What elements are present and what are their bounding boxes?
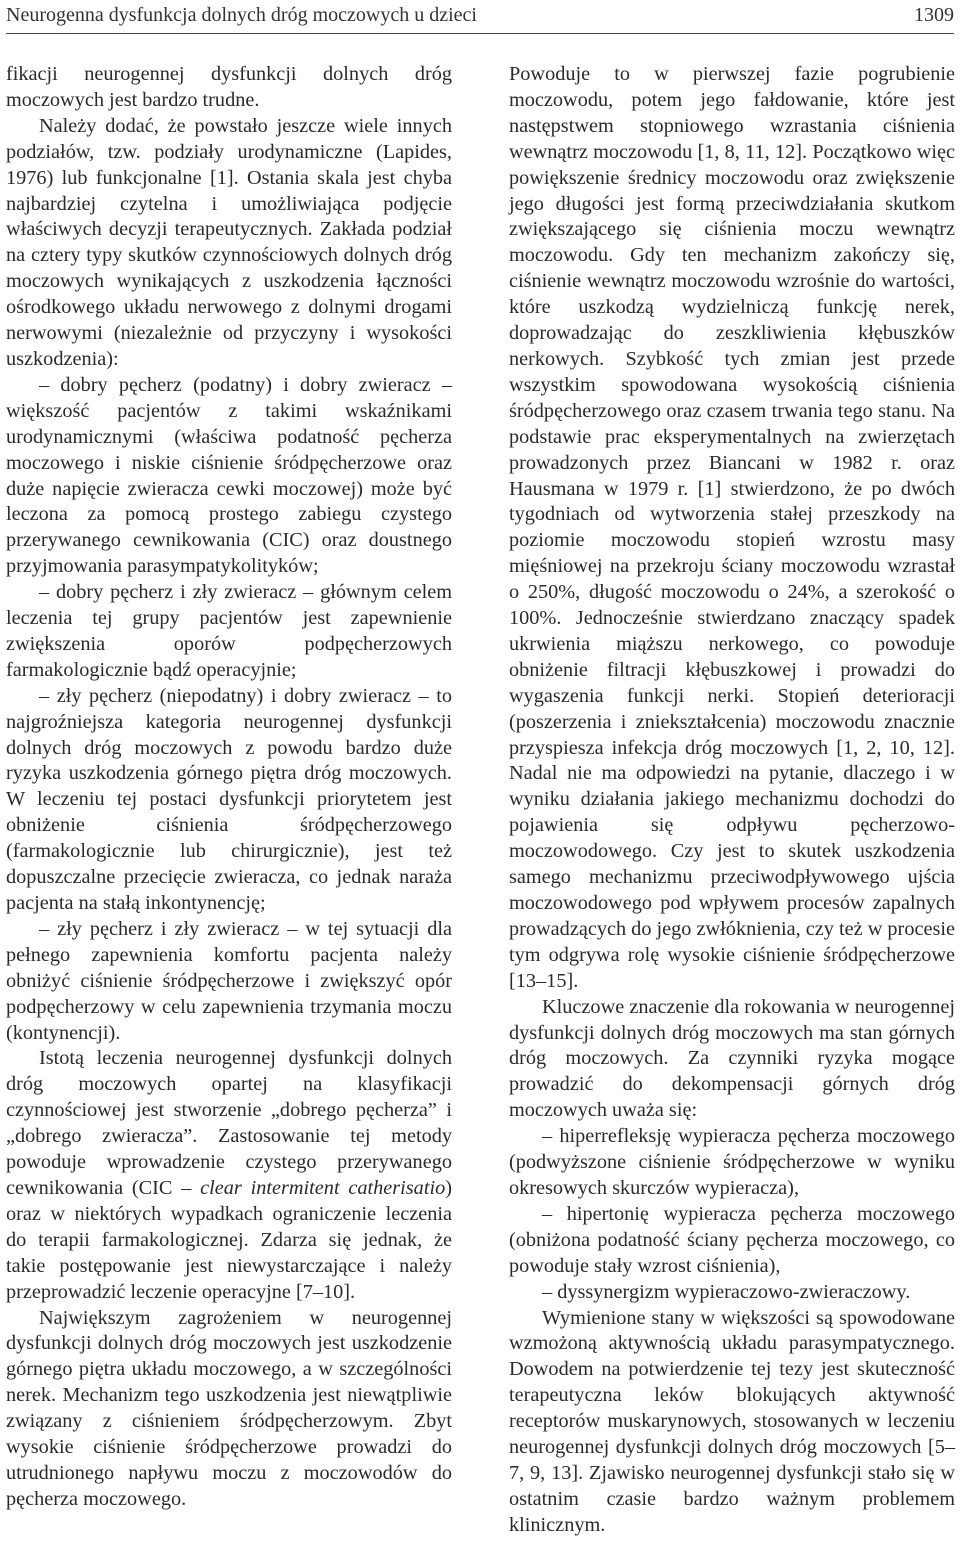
italic-term: clear intermitent catherisatio <box>200 1176 446 1199</box>
paragraph: Kluczowe znaczenie dla rokowania w neurogennej dysfunkcji dolnych dróg moczowych ma stan górnych dróg moczowych. Za czynniki ryzyka mogące prowadzić do dekompensacji górnych dróg moczowych uważa się: <box>509 995 955 1122</box>
list-item: – dobry pęcherz i zły zwieracz – głównym celem leczenia tej grupy pacjentów jest zapewnienie zwiększenia oporów podpęcherzowych farmakologicznie bądź operacyjnie; <box>6 581 452 681</box>
paragraph-text: ) oraz w niektórych wypadkach ograniczenie leczenia do terapii farmakologicznej. Zdarza się jednak, że takie postępowanie jest niewystarczające i należy przeprowadzić leczenie operacyjne [7–10]. <box>6 1176 453 1303</box>
right-column <box>509 62 955 1539</box>
list-item: – zły pęcherz i zły zwieracz – w tej sytuacji dla pełnego zapewnienia komfortu pacjenta należy obniżyć ciśnienie śródpęcherzowe i zwiększyć opór podpęcherzowy w celu zapewnienia trzymania moczu (kontynencji). <box>6 917 452 1044</box>
running-title: Neurogenna dysfunkcja dolnych dróg moczowych u dzieci <box>6 3 477 26</box>
page-number: 1309 <box>914 3 954 26</box>
page-header <box>6 0 954 30</box>
paragraph: Wymienione stany w większości są spowodowane wzmożoną aktywnością układu parasympatycznego. Dowodem na potwierdzenie tej tezy jest skuteczność terapeutyczna leków blokujących aktywność receptorów muskarynowych, stosowanych w leczeniu neurogennej dysfunkcji dolnych dróg moczowych [5–7, 9, 13]. Zjawisko neurogennej dysfunkcji stało się w ostatnim czasie bardzo ważnym problemem klinicznym. <box>509 1306 955 1536</box>
header-divider <box>6 33 954 34</box>
paragraph-text: Istotą leczenia neurogennej dysfunkcji dolnych dróg moczowych opartej na klasyfikacji czynnościowej jest stworzenie „dobrego pęcherza” i „dobrego zwieracza”. Zastosowanie tej metody powoduje wprowadzenie czystego przerywanego cewnikowania (CIC – <box>6 1047 452 1199</box>
paragraph: Należy dodać, że powstało jeszcze wiele innych podziałów, tzw. podziały urodynamiczne (Lapides, 1976) lub funkcjonalne [1]. Ostania skala jest chyba najbardziej czytelna i umożliwiająca podjęcie właściwych decyzji terapeutycznych. Zakłada podział na cztery typy skutków czynnościowych dolnych dróg moczowych wynikających z uszkodzenia łączności ośrodkowego układu nerwowego z dolnymi drogami nerwowymi (niezależnie od przyczyny i wysokości uszkodzenia): <box>6 114 452 370</box>
list-item: – dobry pęcherz (podatny) i dobry zwieracz – większość pacjentów z takimi wskaźnikami urodynamicznymi (właściwa podatność pęcherza moczowego i niskie ciśnienie śródpęcherzowe oraz duże napięcie zwieracza cewki moczowej) może być leczona za pomocą prostego zabiegu czystego przerywanego cewnikowania (CIC) oraz doustnego przyjmowania parasympatykolityków; <box>6 373 452 578</box>
list-item: – dyssynergizm wypieraczowo-zwieraczowy. <box>542 1280 911 1303</box>
list-item: – hipertonię wypieracza pęcherza moczowego (obniżona podatność ściany pęcherza moczowego, co powoduje stały wzrost ciśnienia), <box>509 1202 955 1277</box>
list-item: – hiperrefleksję wypieracza pęcherza moczowego (podwyższone ciśnienie śródpęcherzowe w wyniku okresowych skurczów wypieracza), <box>509 1125 955 1199</box>
list-item: – zły pęcherz (niepodatny) i dobry zwieracz – to najgroźniejsza kategoria neurogennej dysfunkcji dolnych dróg moczowych z powodu bardzo duże ryzyka uszkodzenia górnego piętra dróg moczowych. W leczeniu tej postaci dysfunkcji priorytetem jest obniżenie ciśnienia śródpęcherzowego (farmakologicznie lub chirurgicznie), jest też dopuszczalne przecięcie zwieracza, co jednak naraża pacjenta na stałą inkontynencję; <box>6 684 452 914</box>
left-column <box>6 62 452 1513</box>
paragraph: Powoduje to w pierwszej fazie pogrubienie moczowodu, potem jego fałdowanie, które jest następstwem stopniowego wzrastania ciśnienia wewnątrz moczowodu [1, 8, 11, 12]. Początkowo więc powiększenie średnicy moczowodu oraz zwiększenie jego długości jest formą przeciwdziałania skutkom zwiększającego się ciśnienia moczu wewnątrz moczowodu. Gdy ten mechanizm zakończy się, ciśnienie wewnątrz moczowodu wzrośnie do wartości, które uszkodzą wydzielniczą funkcję nerek, doprowadzając do zeszkliwienia kłębuszków nerkowych. Szybkość tych zmian jest przede wszystkim spowodowana wysokością ciśnienia śródpęcherzowego oraz czasem trwania tego stanu. Na podstawie prac eksperymentalnych na zwierzętach prowadzonych przez Biancani w 1982 r. oraz Hausmana w 1979 r. [1] stwierdzono, że po dwóch tygodniach od wytworzenia stałej przeszkody na poziomie moczowodu stopień wzrostu masy mięśniowej na przekroju ściany moczowodu wzrastał o 250%, długość moczowodu o 24%, a szerokość o 100%. Jednocześnie stwierdzano znaczący spadek ukrwienia miąższu nerkowego, co powoduje obniżenie filtracji kłębuszkowej i prowadzi do wygaszenia funkcji nerki. Stopień deterioracji (poszerzenia i zniekształcenia) moczowodu znacznie przyspiesza infekcja dróg moczowych [1, 2, 10, 12]. Nadal nie ma odpowiedzi na pytanie, dlaczego i w wyniku działania jakiego mechanizmu dochodzi do pojawienia się odpływu pęcherzowo-moczowodowego. Czy jest to skutek uszkodzenia samego mechanizmu przeciwodpływowego ujścia moczowodowego pod wpływem procesów zapalnych prowadzących do jego zwłóknienia, czy też w procesie tym odgrywa rolę wysokie ciśnienie śródpęcherzowe [13–15]. <box>509 63 955 992</box>
paragraph <box>6 1046 452 1305</box>
paragraph: fikacji neurogennej dysfunkcji dolnych dróg moczowych jest bardzo trudne. <box>6 63 452 111</box>
paragraph: Największym zagrożeniem w neurogennej dysfunkcji dolnych dróg moczowych jest uszkodzenie górnego piętra układu moczowego, a w szczególności nerek. Mechanizm tego uszkodzenia jest niewątpliwie związany z ciśnieniem śródpęcherzowym. Zbyt wysokie ciśnienie śródpęcherzowe prowadzi do utrudnionego napływu moczu z moczowodów do pęcherza moczowego. <box>6 1306 452 1510</box>
